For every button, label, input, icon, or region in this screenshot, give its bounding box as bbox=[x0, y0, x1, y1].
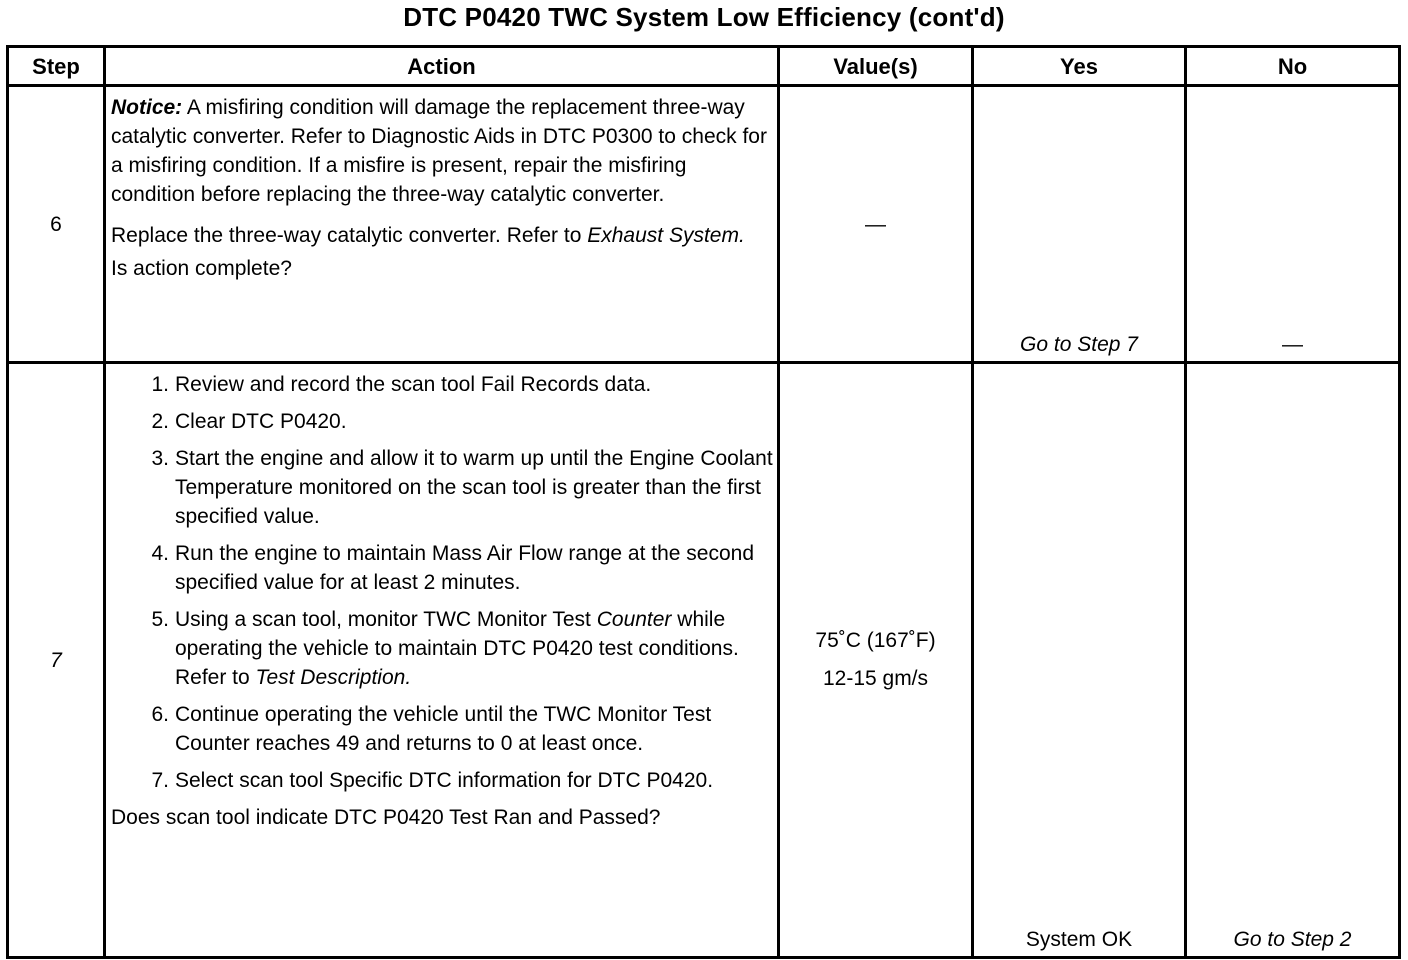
list-item: 2. Clear DTC P0420. bbox=[151, 410, 347, 433]
page-title: DTC P0420 TWC System Low Efficiency (cont'd) bbox=[403, 2, 1005, 32]
no-cell bbox=[1186, 363, 1400, 958]
step-number: 6 bbox=[8, 86, 105, 363]
value-cell: — bbox=[779, 86, 973, 363]
notice-label: Notice: bbox=[111, 96, 183, 119]
list-item: 4. Run the engine to maintain Mass Air Flow range at the second specified value for at least 2 minutes. bbox=[151, 542, 754, 594]
list-item: 5. Using a scan tool, monitor TWC Monitor Test Counter while operating the vehicle to maintain DTC P0420 test conditions. Refer to Test Description. bbox=[151, 608, 739, 689]
table-row bbox=[8, 86, 1400, 363]
value-cell bbox=[779, 363, 973, 958]
action-question: Is action complete? bbox=[111, 257, 292, 280]
header-no: No bbox=[1186, 47, 1400, 86]
notice-text: A misfiring condition will damage the replacement three-way catalytic converter. Refer to Diagnostic Aids in DTC P0300 to check for a misfiring condition. If a misfire is present, repair the misfiring condition before replacing the three-way catalytic converter. bbox=[111, 96, 767, 206]
action-cell bbox=[105, 86, 779, 363]
value-temperature: 75˚C (167˚F) bbox=[815, 629, 936, 652]
yes-cell bbox=[973, 363, 1186, 958]
table-row bbox=[8, 363, 1400, 958]
replace-text: Replace the three-way catalytic converter. Refer to bbox=[111, 224, 588, 247]
value-airflow: 12-15 gm/s bbox=[822, 667, 929, 690]
replace-paragraph bbox=[111, 221, 773, 250]
yes-goto-link: Go to Step 7 bbox=[1020, 333, 1138, 356]
step-number: 7 bbox=[8, 363, 105, 958]
diagnostic-table bbox=[6, 45, 1401, 959]
header-values: Value(s) bbox=[779, 47, 973, 86]
notice-paragraph bbox=[111, 93, 773, 209]
list-item: 3. Start the engine and allow it to warm up until the Engine Coolant Temperature monitored on the scan tool is greater than the first specified value. bbox=[151, 447, 773, 528]
action-cell bbox=[105, 363, 779, 958]
no-value: — bbox=[1282, 333, 1303, 356]
yes-cell bbox=[973, 86, 1186, 363]
header-step: Step bbox=[8, 47, 105, 86]
action-question: Does scan tool indicate DTC P0420 Test Ran and Passed? bbox=[111, 806, 661, 829]
header-yes: Yes bbox=[973, 47, 1186, 86]
list-item: 6. Continue operating the vehicle until the TWC Monitor Test Counter reaches 49 and returns to 0 at least once. bbox=[151, 703, 712, 755]
exhaust-system-ref: Exhaust System. bbox=[587, 224, 745, 247]
no-goto-link: Go to Step 2 bbox=[1233, 928, 1352, 951]
list-item: 7. Select scan tool Specific DTC information for DTC P0420. bbox=[151, 769, 714, 792]
table-header-row bbox=[8, 47, 1400, 86]
yes-value: System OK bbox=[1025, 928, 1133, 951]
no-cell bbox=[1186, 86, 1400, 363]
list-item: 1. Review and record the scan tool Fail Records data. bbox=[151, 373, 652, 396]
procedure-list bbox=[111, 370, 773, 795]
header-action: Action bbox=[105, 47, 779, 86]
